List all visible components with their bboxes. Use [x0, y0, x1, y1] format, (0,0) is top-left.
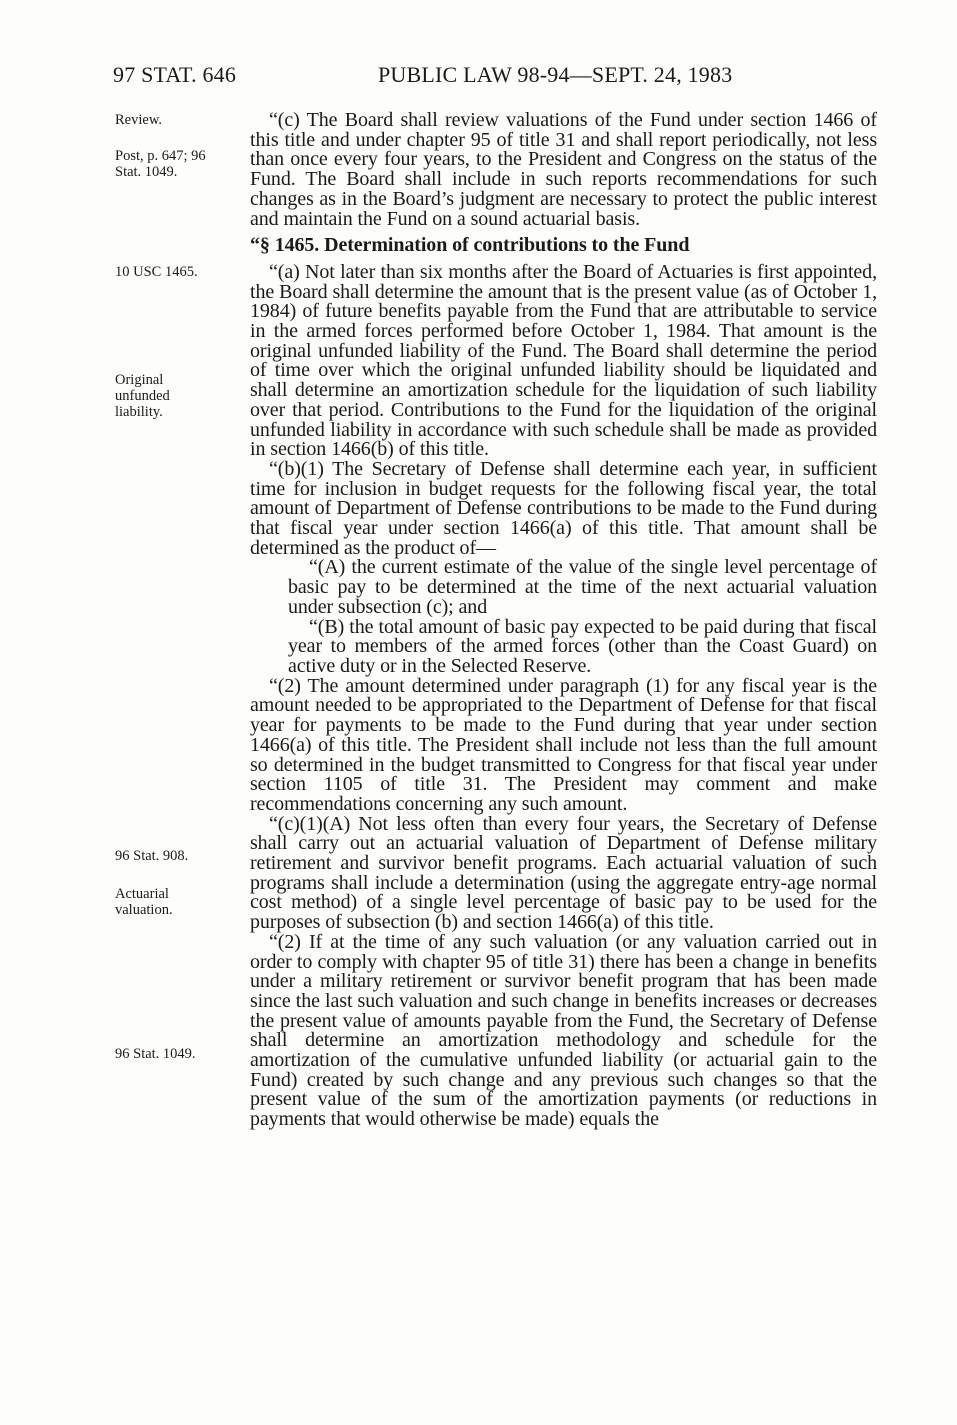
paragraph-b2-appropriation: “(2) The amount determined under paragraph (1) for any fiscal year is the amount needed to be appropriated to the Department of Defense for that fiscal year for payments to be made to the Fund during that year under section 1466(a) of this title. The President shall include not less than the full amount so determined in the budget transmitted to Congress for that fiscal year under section 1105 of title 31. The President may comment and make recommendations concerning any such amount.	[250, 674, 877, 815]
subparagraph-b1-B: “(B) the total amount of basic pay expected to be paid during that fiscal year to members of the armed forces (other than the Coast Guard) on active duty or in the Selected Reserve.	[288, 615, 877, 677]
running-header-title: PUBLIC LAW 98-94—SEPT. 24, 1983	[378, 62, 733, 87]
subparagraph-b1-A: “(A) the current estimate of the value of the single level percentage of basic pay to be determined at the time of the next actuarial valuation under subsection (c); and	[288, 556, 877, 618]
margin-note-stat-1049: 96 Stat. 1049.	[115, 1046, 196, 1062]
margin-note-usc-1465: 10 USC 1465.	[115, 264, 198, 280]
section-heading-1465: “§ 1465. Determination of contributions to the Fund	[250, 234, 690, 257]
paragraph-a-original-liability: “(a) Not later than six months after the Board of Actuaries is first appointed, the Board shall determine the amount that is the present value (as of October 1, 1984) of future benefits payable from the Fund that are attributable to service in the armed forces performed before October 1, 1984. That amount is the original unfunded liability of the Fund. The Board shall determine the period of time over which the original unfunded liability should be liquidated and shall determine an amortization schedule for the liquidation of such liability over that period. Contributions to the Fund for the liquidation of the original unfunded liability in accordance with such schedule shall be made as provided in section 1466(b) of this title.	[250, 260, 877, 461]
margin-note-post-ref-text: Post, p. 647; 96 Stat. 1049.	[115, 148, 206, 180]
paragraph-b1-contributions: “(b)(1) The Secretary of Defense shall determine each year, in sufficient time for inclusion in budget requests for the following fiscal year, the total amount of Department of Defense contributions to be made to the Fund during that fiscal year under section 1466(a) of this title. That amount shall be determined as the product of—	[250, 457, 877, 559]
margin-note-stat-908: 96 Stat. 908.	[115, 848, 189, 864]
margin-note-review: Review.	[115, 112, 162, 128]
margin-note-post-ref	[115, 132, 227, 180]
body-text-column	[250, 111, 877, 1130]
page-stat-number: 97 STAT. 646	[113, 62, 237, 87]
margin-note-actuarial-valuation: Actuarial valuation.	[115, 886, 173, 918]
paragraph-c-review: “(c) The Board shall review valuations of the Fund under section 1466 of this title and under chapter 95 of title 31 and shall report periodically, not less than once every four years, to the President and Congress on the status of the Fund. The Board shall include in such reports recommendations for such changes as in the Board’s judgment are necessary to protect the public interest and maintain the Fund on a sound actuarial basis.	[250, 109, 877, 230]
paragraph-c2-benefit-changes: “(2) If at the time of any such valuation (or any valuation carried out in order to comply with chapter 95 of title 31) there has been a change in benefits under a military retirement or survivor benefit program that has been made since the last such valuation and such change in benefits increases or decreases the present value of amounts payable from the Fund, the Secretary of Defense shall determine an amortization methodology and schedule for the amortization of the cumulative unfunded liability (or actuarial gain to the Fund) created by such change and any previous such changes so that the present value of the sum of the amortization payments (or reductions in payments that would otherwise be made) equals the	[250, 930, 877, 1131]
margin-note-original-unfunded: Original unfunded liability.	[115, 372, 170, 420]
paragraph-c1A-actuarial-valuation: “(c)(1)(A) Not less often than every four years, the Secretary of Defense shall carry out an actuarial valuation of Department of Defense military retirement and survivor benefit programs. Each actuarial valuation of such programs shall include a determination (using the aggregate entry-age normal cost method) of a single level percentage of basic pay to be used for the purposes of subsection (b) and section 1466(a) of this title.	[250, 812, 877, 934]
